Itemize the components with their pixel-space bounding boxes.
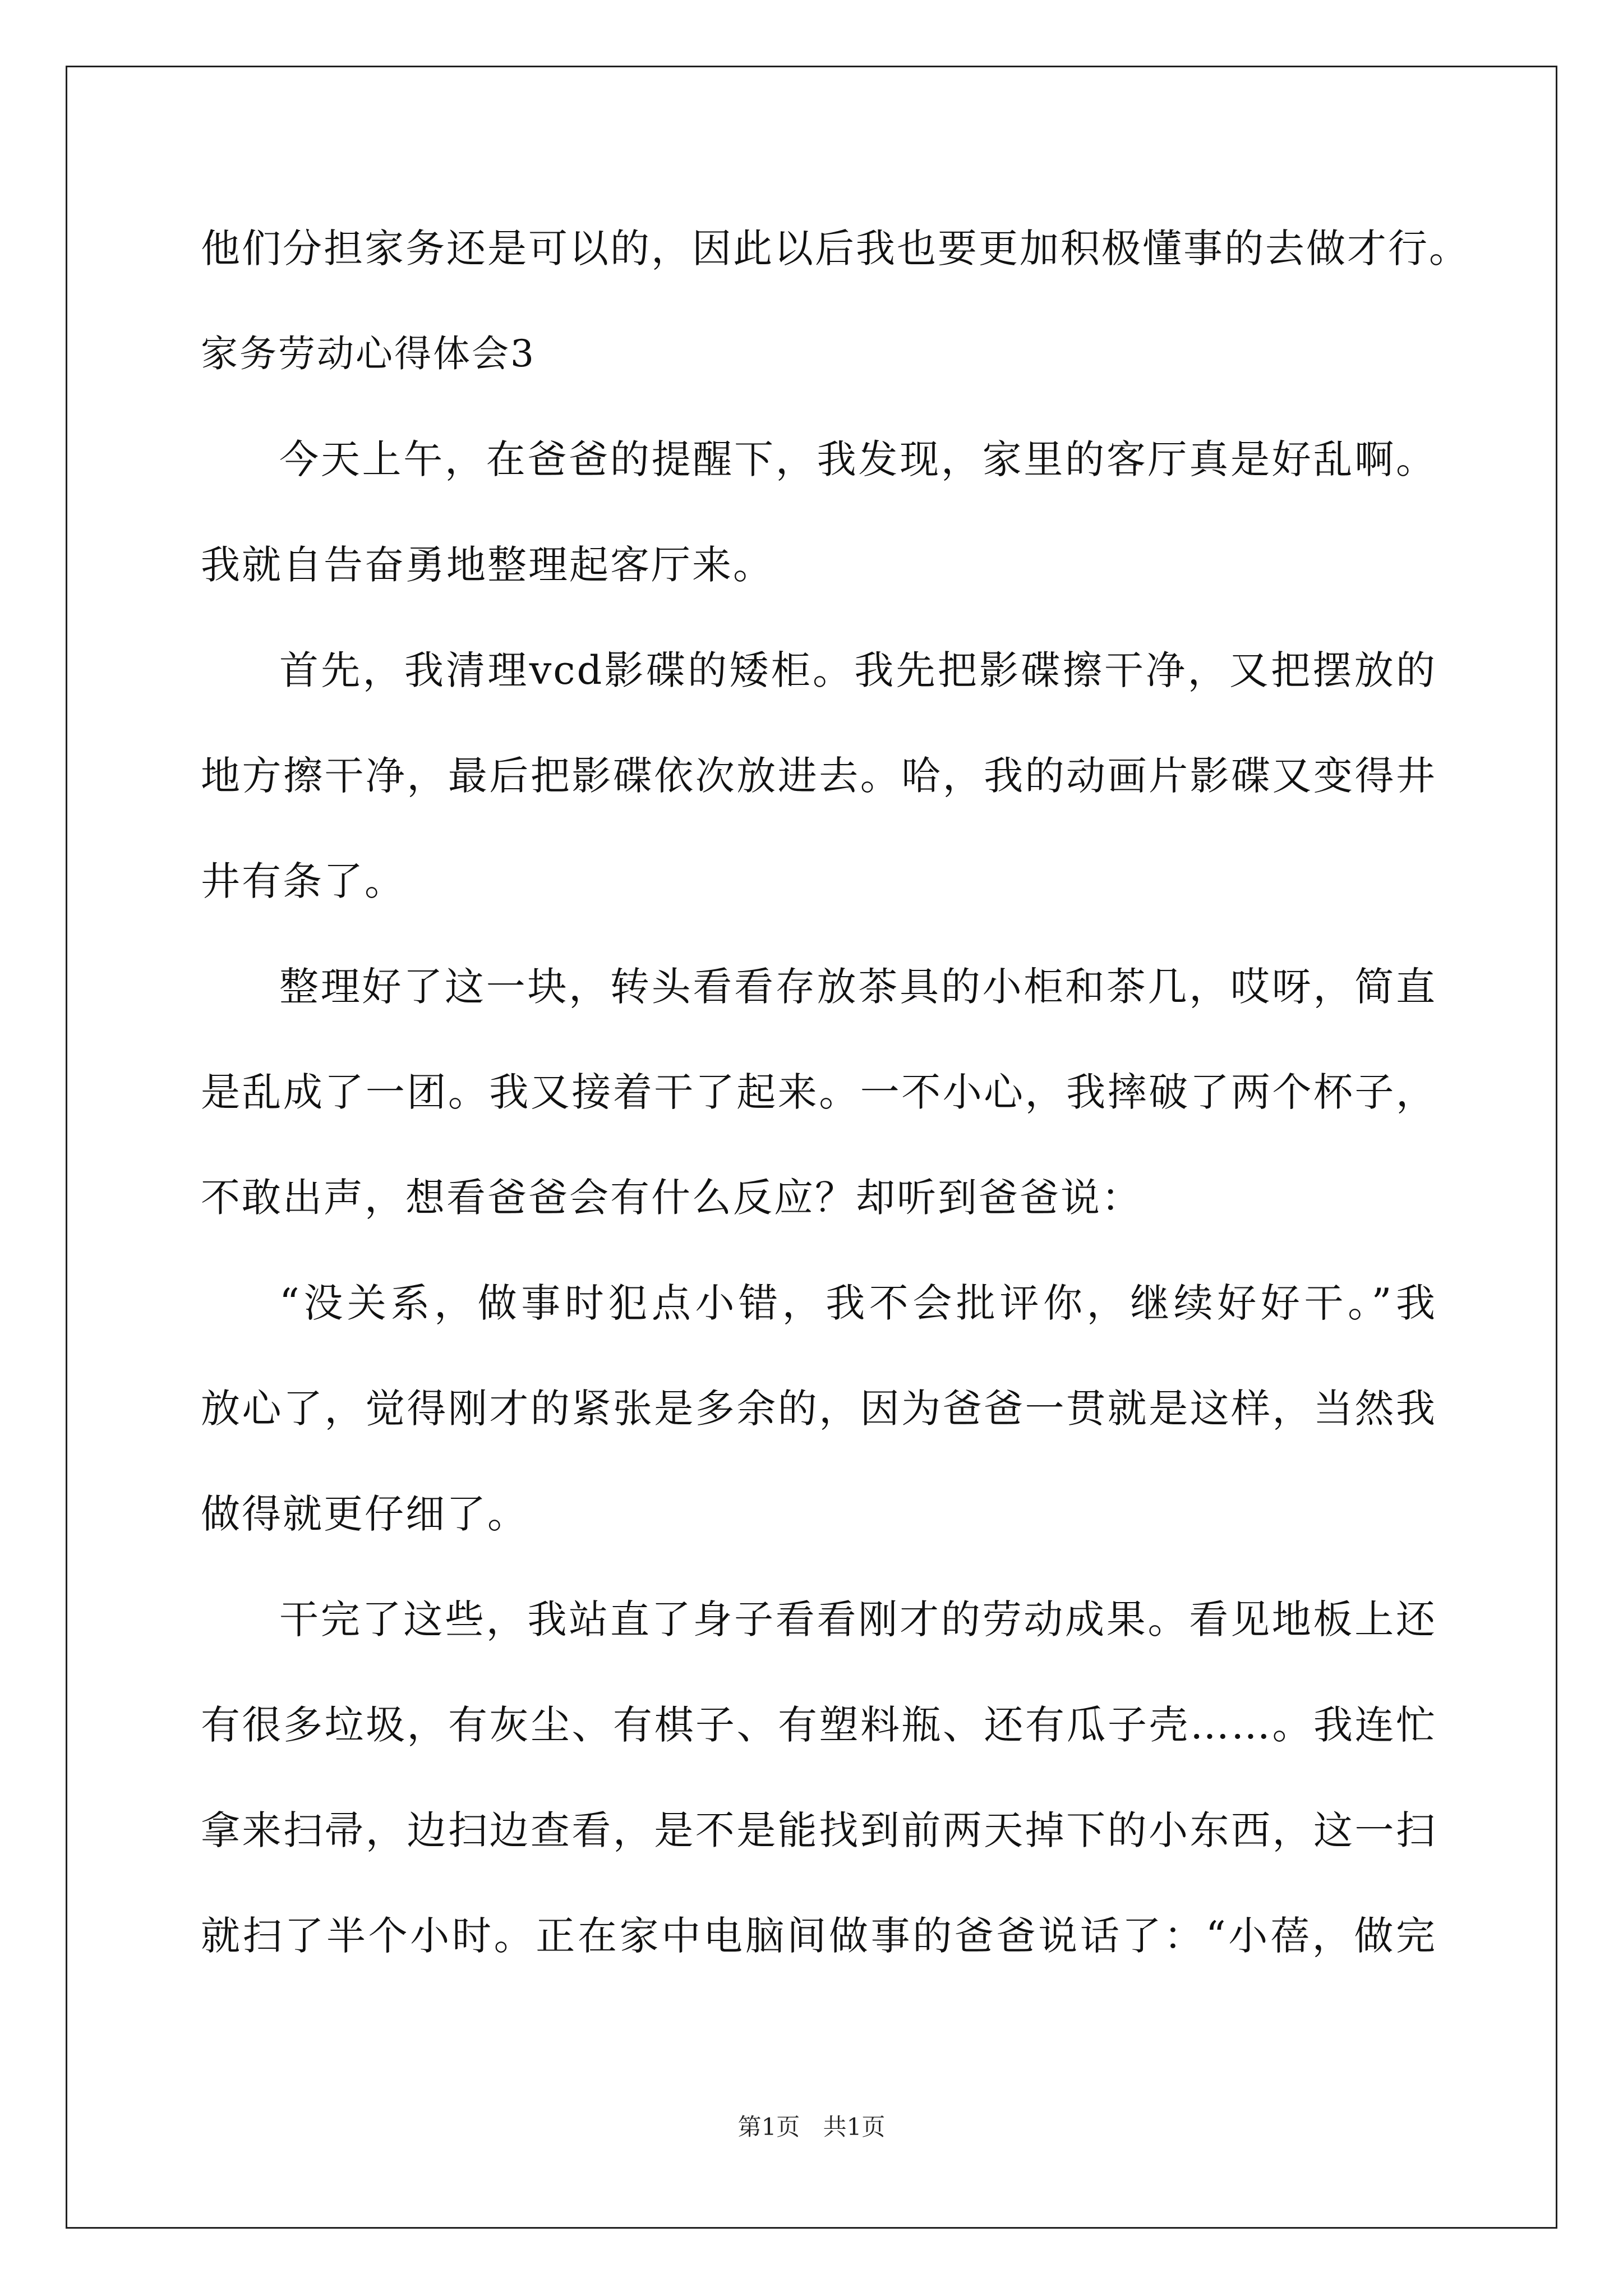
page-number: 第1页 bbox=[737, 2113, 800, 2141]
text-line: 首先，我清理vcd影碟的矮柜。我先把影碟擦干净，又把摆放的 bbox=[279, 647, 1437, 693]
text-line: 有很多垃圾，有灰尘、有棋子、有塑料瓶、还有瓜子壳……。我连忙 bbox=[201, 1702, 1437, 1748]
page-total: 共1页 bbox=[823, 2113, 886, 2141]
page-footer bbox=[0, 2110, 1623, 2144]
text-line: 他们分担家务还是可以的，因此以后我也要更加积极懂事的去做才行。 bbox=[201, 226, 1470, 272]
text-line: 不敢出声，想看爸爸会有什么反应？却听到爸爸说： bbox=[201, 1175, 1142, 1221]
text-line: 拿来扫帚，边扫边查看，是不是能找到前两天掉下的小东西，这一扫 bbox=[201, 1807, 1437, 1853]
document-body bbox=[201, 215, 1470, 2008]
text-line: 干完了这些，我站直了身子看看刚才的劳动成果。看见地板上还 bbox=[279, 1596, 1437, 1642]
section-heading: 家务劳动心得体会3 bbox=[201, 332, 536, 375]
text-line: 今天上午，在爸爸的提醒下，我发现，家里的客厅真是好乱啊。 bbox=[279, 436, 1437, 482]
text-line: “没关系，做事时犯点小错，我不会批评你，继续好好干。”我 bbox=[279, 1280, 1437, 1326]
text-line: 做得就更仔细了。 bbox=[201, 1491, 528, 1537]
text-line: 我就自告奋勇地整理起客厅来。 bbox=[201, 542, 774, 588]
text-line: 是乱成了一团。我又接着干了起来。一不小心，我摔破了两个杯子， bbox=[201, 1069, 1437, 1115]
text-line: 整理好了这一块，转头看看存放茶具的小柜和茶几，哎呀，简直 bbox=[279, 964, 1437, 1010]
text-line: 就扫了半个小时。正在家中电脑间做事的爸爸说话了：“小蓓，做完 bbox=[201, 1913, 1437, 1959]
text-line: 地方擦干净，最后把影碟依次放进去。哈，我的动画片影碟又变得井 bbox=[201, 753, 1437, 799]
text-line: 放心了，觉得刚才的紧张是多余的，因为爸爸一贯就是这样，当然我 bbox=[201, 1386, 1437, 1432]
text-line: 井有条了。 bbox=[201, 858, 405, 904]
